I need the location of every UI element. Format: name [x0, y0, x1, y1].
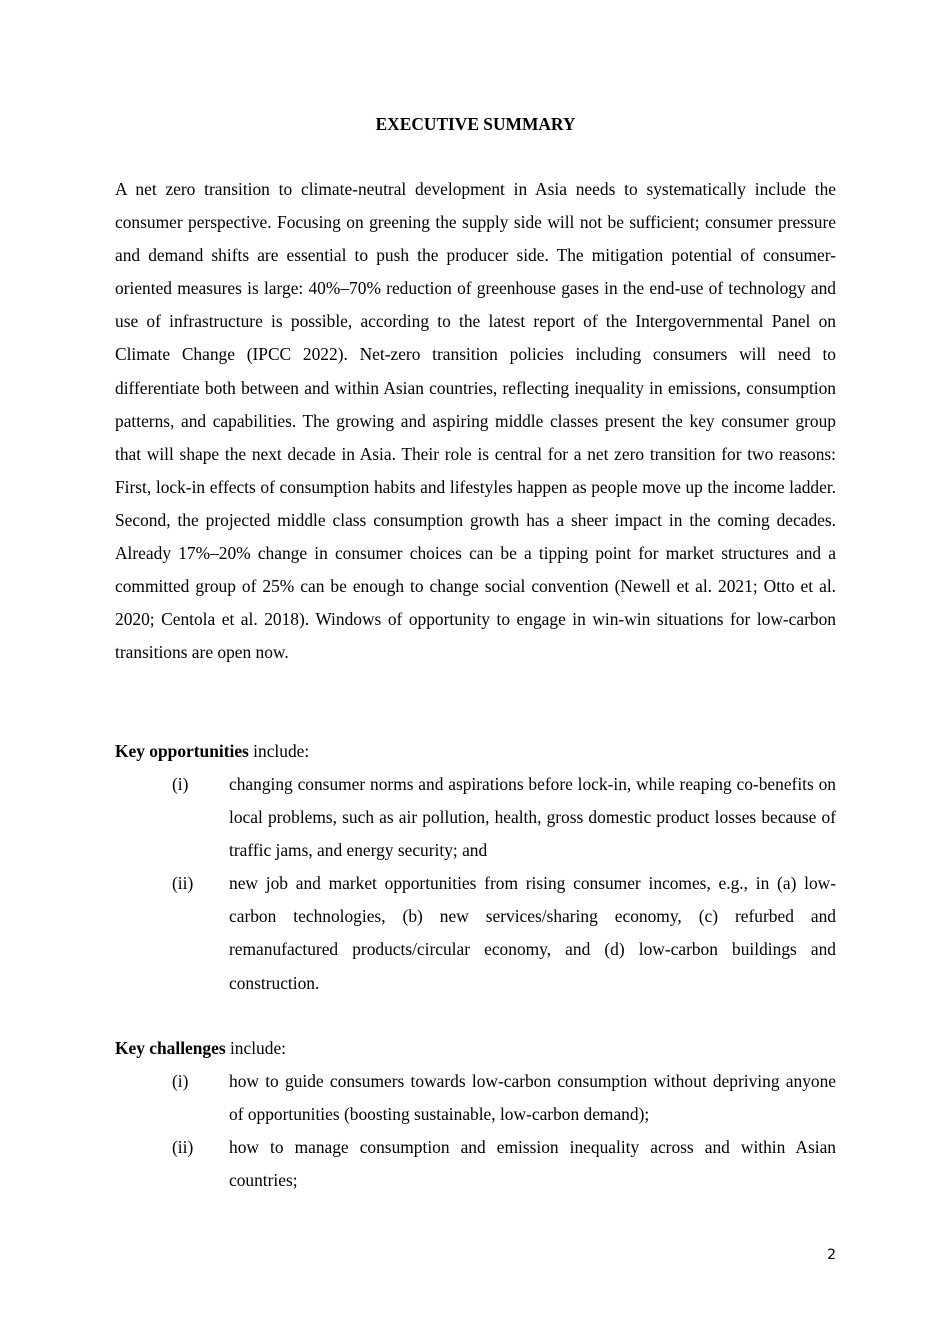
list-item-text: how to guide consumers towards low-carbon consumption without depriving anyone of opportunities (boosting sustainable, low-carbon demand); [229, 1071, 836, 1125]
opportunities-heading-rest: include: [248, 741, 310, 761]
challenges-heading-bold: Key challenges [115, 1038, 226, 1058]
list-item-text: changing consumer norms and aspirations before lock-in, while reaping co-benefits on local problems, such as air pollution, health, gross domestic product losses because of traffic jams, and energy security; and [229, 774, 836, 861]
list-item-marker: (i) [172, 774, 189, 794]
challenges-list [172, 1065, 836, 1197]
page-number: 2 [827, 1247, 836, 1263]
challenges-heading-rest: include: [225, 1038, 286, 1058]
opportunities-heading [115, 735, 309, 768]
list-item [172, 1131, 836, 1197]
opportunities-heading-bold: Key opportunities [115, 741, 249, 761]
list-item-text: how to manage consumption and emission inequality across and within Asian countries; [229, 1137, 836, 1191]
intro-paragraph: A net zero transition to climate-neutral development in Asia needs to systematically include the consumer perspective. Focusing on greening the supply side will not be sufficient; consumer pressure and demand shifts are essential to push the producer side. The mitigation potential of consumer-oriented measures is large: 40%–70% reduction of greenhouse gases in the end-use of technology and use of infrastructure is possible, according to the latest report of the Intergovernmental Panel on Climate Change (IPCC 2022). Net-zero transition policies including consumers will need to differentiate both between and within Asian countries, reflecting inequality in emissions, consumption patterns, and capabilities. The growing and aspiring middle classes present the key consumer group that will shape the next decade in Asia. Their role is central for a net zero transition for two reasons: First, lock-in effects of consumption habits and lifestyles happen as people move up the income ladder. Second, the projected middle class consumption growth has a sheer impact in the coming decades. Already 17%–20% change in consumer choices can be a tipping point for market structures and a committed group of 25% can be enough to change social convention (Newell et al. 2021; Otto et al. 2020; Centola et al. 2018). Windows of opportunity to engage in win-win situations for low-carbon transitions are open now. [115, 179, 836, 663]
list-item-text: new job and market opportunities from rising consumer incomes, e.g., in (a) low-carbon technologies, (b) new services/sharing economy, (c) refurbed and remanufactured products/circular economy, and (d) low-carbon buildings and construction. [229, 873, 836, 993]
list-item [172, 768, 836, 867]
list-item-marker: (ii) [172, 1137, 194, 1158]
list-item-marker: (ii) [172, 873, 194, 894]
page-title: EXECUTIVE SUMMARY [375, 114, 576, 134]
list-item [172, 1065, 836, 1131]
list-item [172, 867, 836, 999]
challenges-heading [115, 1032, 286, 1065]
list-item-marker: (i) [172, 1071, 189, 1091]
opportunities-list [172, 768, 836, 1000]
